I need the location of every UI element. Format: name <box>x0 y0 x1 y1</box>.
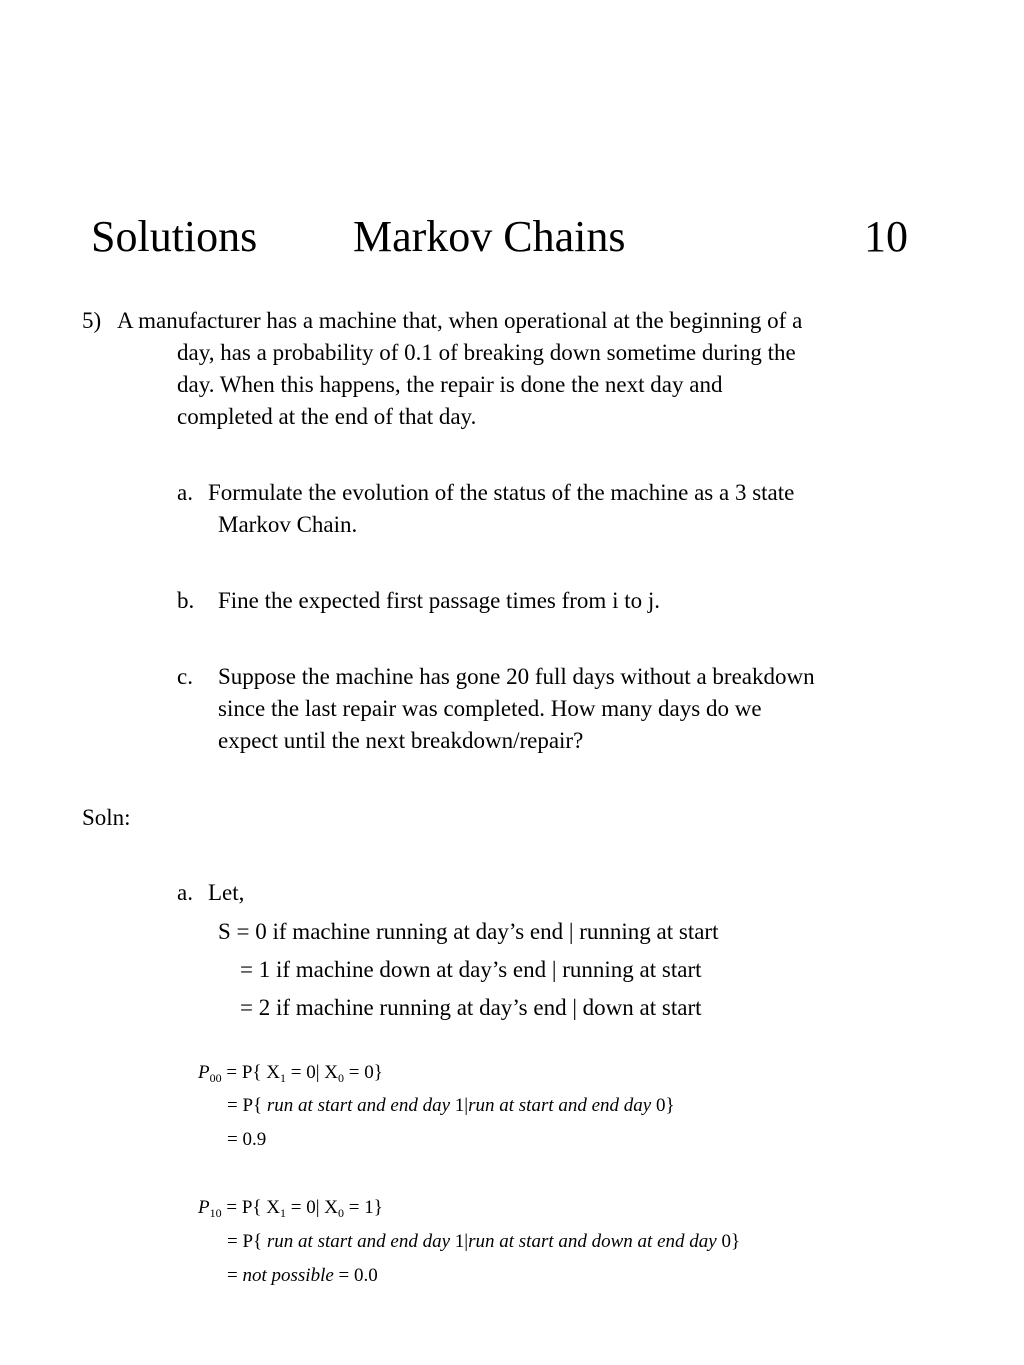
problem-line-4: completed at the end of that day. <box>177 404 477 429</box>
p10-equation-line-3 <box>227 1264 378 1288</box>
p10-equation-line-2 <box>227 1230 740 1254</box>
solution-a-marker: a. <box>177 880 193 905</box>
solution-label: Soln: <box>82 805 131 830</box>
part-c-line-2: since the last repair was completed. How many days do we <box>218 696 762 721</box>
problem-line-3: day. When this happens, the repair is done the next day and <box>177 372 723 397</box>
p00-line2-prefix: = P{ <box>227 1095 263 1116</box>
p00-subscript: 00 <box>209 1071 222 1085</box>
p10-line1-end: = 1} <box>348 1197 383 1218</box>
solution-a-intro: Let, <box>208 880 245 905</box>
p10-line1-mid: = 0| X <box>290 1197 338 1218</box>
part-c-line-1: Suppose the machine has gone 20 full days without a breakdown <box>218 664 815 689</box>
header-title: Markov Chains <box>353 212 626 261</box>
p10-equation-line-1 <box>198 1196 383 1220</box>
p10-x1-subscript: 1 <box>279 1206 286 1220</box>
part-b-line-1: Fine the expected first passage times from i to j. <box>218 588 660 613</box>
p00-symbol: P <box>198 1062 210 1083</box>
header-page-number: 10 <box>864 212 908 261</box>
state-definition-0: S = 0 if machine running at day’s end | running at start <box>218 919 719 944</box>
p00-line1-mid: = 0| X <box>290 1062 338 1083</box>
part-c-line-3: expect until the next breakdown/repair? <box>218 728 584 753</box>
p10-subscript: 10 <box>209 1206 222 1220</box>
state-definition-1: = 1 if machine down at day’s end | running at start <box>240 957 702 982</box>
part-b-marker: b. <box>177 588 195 613</box>
p00-line2-end: 0} <box>656 1095 675 1116</box>
part-a-marker: a. <box>177 480 193 505</box>
p10-line3-prefix: = <box>227 1265 238 1286</box>
p00-equation-line-3: = 0.9 <box>227 1129 267 1150</box>
problem-line-2: day, has a probability of 0.1 of breaking down sometime during the <box>177 340 796 365</box>
p00-line2-num-a: 1| <box>454 1095 469 1116</box>
p10-line3-end: = 0.0 <box>338 1265 378 1286</box>
p00-equation-line-2 <box>227 1094 675 1118</box>
p00-line1-end: = 0} <box>348 1062 383 1083</box>
p00-line1-rest: = P{ X <box>226 1062 280 1083</box>
part-c-marker: c. <box>177 664 193 689</box>
p00-x0-subscript: 0 <box>337 1071 344 1085</box>
state-definition-2: = 2 if machine running at day’s end | down at start <box>240 995 702 1020</box>
header-left: Solutions <box>91 212 258 261</box>
p10-line1-rest: = P{ X <box>226 1197 280 1218</box>
problem-number: 5) <box>82 308 102 333</box>
part-a-line-2: Markov Chain. <box>218 512 358 537</box>
p10-line2-prefix: = P{ <box>227 1231 263 1252</box>
p10-line3-italic: not possible <box>242 1265 334 1286</box>
p10-symbol: P <box>198 1197 210 1218</box>
p10-line2-italic-b: run at start and down at end day <box>468 1231 717 1252</box>
p00-line2-italic-b: run at start and end day <box>468 1095 652 1116</box>
p10-line2-num-a: 1| <box>454 1231 469 1252</box>
p00-x1-subscript: 1 <box>279 1071 286 1085</box>
p10-line2-italic-a: run at start and end day <box>266 1231 451 1252</box>
p10-line2-end: 0} <box>721 1231 741 1252</box>
part-a-line-1: Formulate the evolution of the status of the machine as a 3 state <box>208 480 795 505</box>
p10-x0-subscript: 0 <box>337 1206 344 1220</box>
problem-line-1: A manufacturer has a machine that, when operational at the beginning of a <box>117 308 803 333</box>
p00-equation-line-1 <box>198 1061 383 1085</box>
p00-line2-italic-a: run at start and end day <box>266 1095 451 1116</box>
